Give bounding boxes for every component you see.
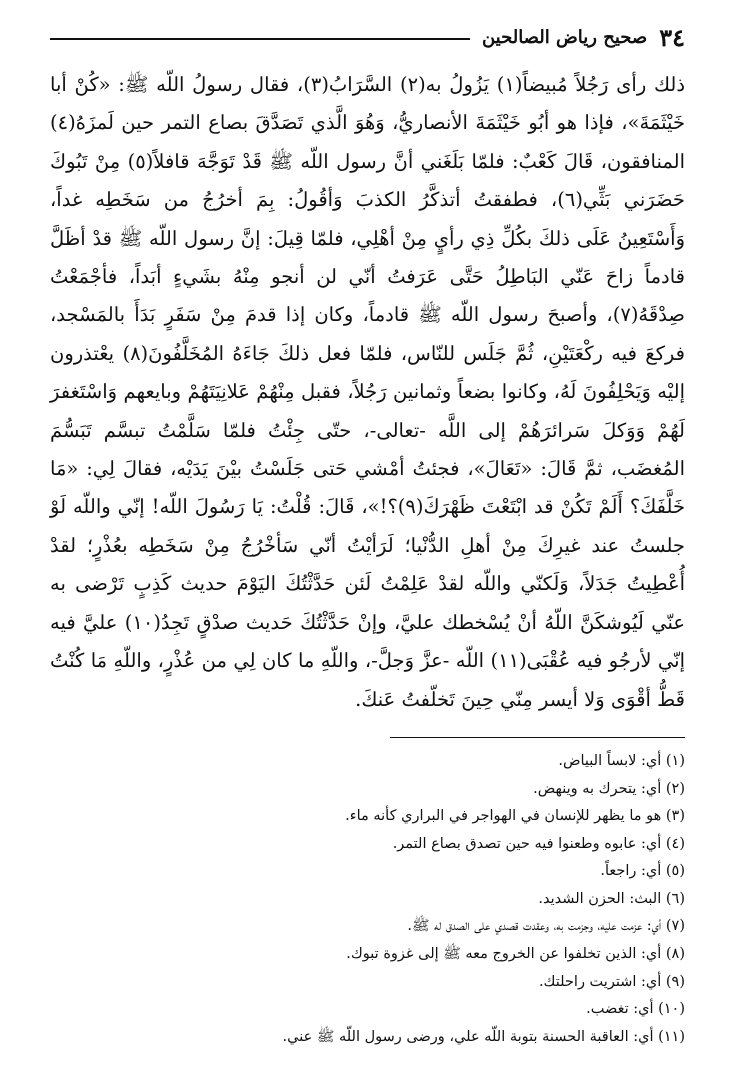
footnote-item: (٨) أي: الذين تخلفوا عن الخروج معه ﷺ إلى غزوة تبوك. <box>346 946 685 963</box>
footnote-item: (٧) أي: عزمت عليه، وجزمت به، وعقدت قصدي على الصدق له ﷺ. <box>407 918 685 935</box>
footnote-item: (٣) هو ما يظهر للإنسان في الهواجر في البراري كأنه ماء. <box>345 808 685 825</box>
page-number: ٣٤ <box>659 22 685 52</box>
footnote-item: (٩) أي: اشتريت راحلتك. <box>538 973 685 990</box>
footnote-item: (٦) البث: الحزن الشديد. <box>538 890 685 907</box>
footnote-item: (٥) أي: راجعاً. <box>600 863 685 880</box>
footnote-item: (١٠) أي: تغضب. <box>586 1001 685 1018</box>
footnote-item: (١١) أي: العاقبة الحسنة بتوبة اللّه علي، ورضى رسول اللّه ﷺ عني. <box>282 1028 685 1045</box>
main-text: ذلك رأى رَجُلاً مُبيضاً(١) يَزُولُ به(٢) السَّرَابُ(٣)، فقال رسولُ اللّه ﷺ: «كُنْ أبا خَيْثَمَةَ»، فإذا هو أبُو خَيْثَمَةَ الأنصاريُّ، وَهُوَ الَّذي تَصَدَّقَ بصاع التمر حين لَمزَهُ(٤) المنافقون، قَالَ كَعْبٌ: فلمّا بَلَغَني أنَّ رسول اللّه ﷺ قَدْ تَوَجَّهَ قافلاً(٥) مِنْ تَبُوكَ حَضَرَني بَثِّي(٦)، فطفقتُ أتذكَّرُ الكذبَ وَأقُولُ: بِمَ أخرُجُ من سَخَطِه غداً، وَأَسْتَعِينُ عَلَى ذلكَ بكُلِّ ذِي رأيٍ مِنْ أهْلِي، فلمّا قِيلَ: إنَّ رسول اللّه ﷺ قدْ أظَلَّ قادماً زاحَ عَنّي البَاطِلُ حَتَّى عَرَفتُ أنّي لن أنجو مِنْهُ بشَيءٍ أبَداً، فأجْمَعْتُ صِدْقَهُ(٧)، وأصبحَ رسول اللّه ﷺ قادماً، وكان إذا قدمَ مِنْ سَفَرٍ بَدَأَ بالمَسْجد، فركعَ فيه ركْعَتَيْنِ، ثُمَّ جَلَس للنّاس، فلمّا فعل ذلكَ جَاءَهُ المُخَلَّفُونَ(٨) يعْتذرون إليْه وَيَحْلِفُونَ لَهُ، وكانوا بضعاً وثمانين رَجُلاً، فقبل مِنْهُمْ عَلانِيَتَهُمْ وبايعهم وَاسْتَغفرَ لَهُمْ وَوَكلَ سَرائرَهُمْ إلى اللَّه -تعالى-، حتّى جِئْتُ فلمّا سَلَّمْتُ تبسَّم تَبَسُّمَ المُغضَب، ثمَّ قَالَ: «تَعَالَ»، فجئتُ أمْشي حَتى جَلَسْتُ بيْنَ يَدَيْه، فقالَ لِي: «مَا خَلَّفَكَ؟ أَلَمْ تَكُنْ قد ابْتَعْتَ ظَهْرَكَ(٩)؟!»، قَالَ: قُلْتُ: يَا رَسُولَ اللّه! إنّي واللّه لَوْ جلستُ عند غيرِكَ مِنْ أهلِ الدُّنْيا؛ لَرَأيْتُ أنّي سَأخْرُجُ مِنْ سَخَطِه بعُذْرٍ؛ لقدْ أُعْطِيتُ جَدَلاً، وَلَكنّي واللّه لقدْ عَلِمْتُ لَئن حَدَّثْتُكَ اليَوْمَ حديث كَذِبٍ تَرْضى به عنّي لَيُوشكَنَّ اللّهُ أنْ يُسْخطك عليَّ، وإنْ حَدَّثْتُكَ حَديث صدْقٍ تَجِدُ(١٠) عليَّ فيه إنّي لأرجُو فيه عُقْبَى(١١) اللّه -عزَّ وَجلَّ-، واللّهِ ما كان لِي من عُذْرٍ، واللّهِ مَا كُنْتُ قَطُّ أقْوَى وَلا أيسر مِنّي حِينَ تَخلّفتُ عَنكَ. <box>50 73 686 711</box>
footnotes-list <box>50 748 685 1052</box>
footnote-item: (١) أي: لابساً البياض. <box>558 752 685 769</box>
book-title: صحيح رياض الصالحين <box>481 26 648 48</box>
footnote-separator <box>390 737 685 738</box>
footnote-item: (٢) أي: يتحرك به وينهض. <box>533 780 685 797</box>
running-header <box>50 22 685 52</box>
header-rule <box>50 38 470 40</box>
footnote-item: (٤) أي: عابوه وطعنوا فيه حين تصدق بصاع التمر. <box>392 835 685 852</box>
